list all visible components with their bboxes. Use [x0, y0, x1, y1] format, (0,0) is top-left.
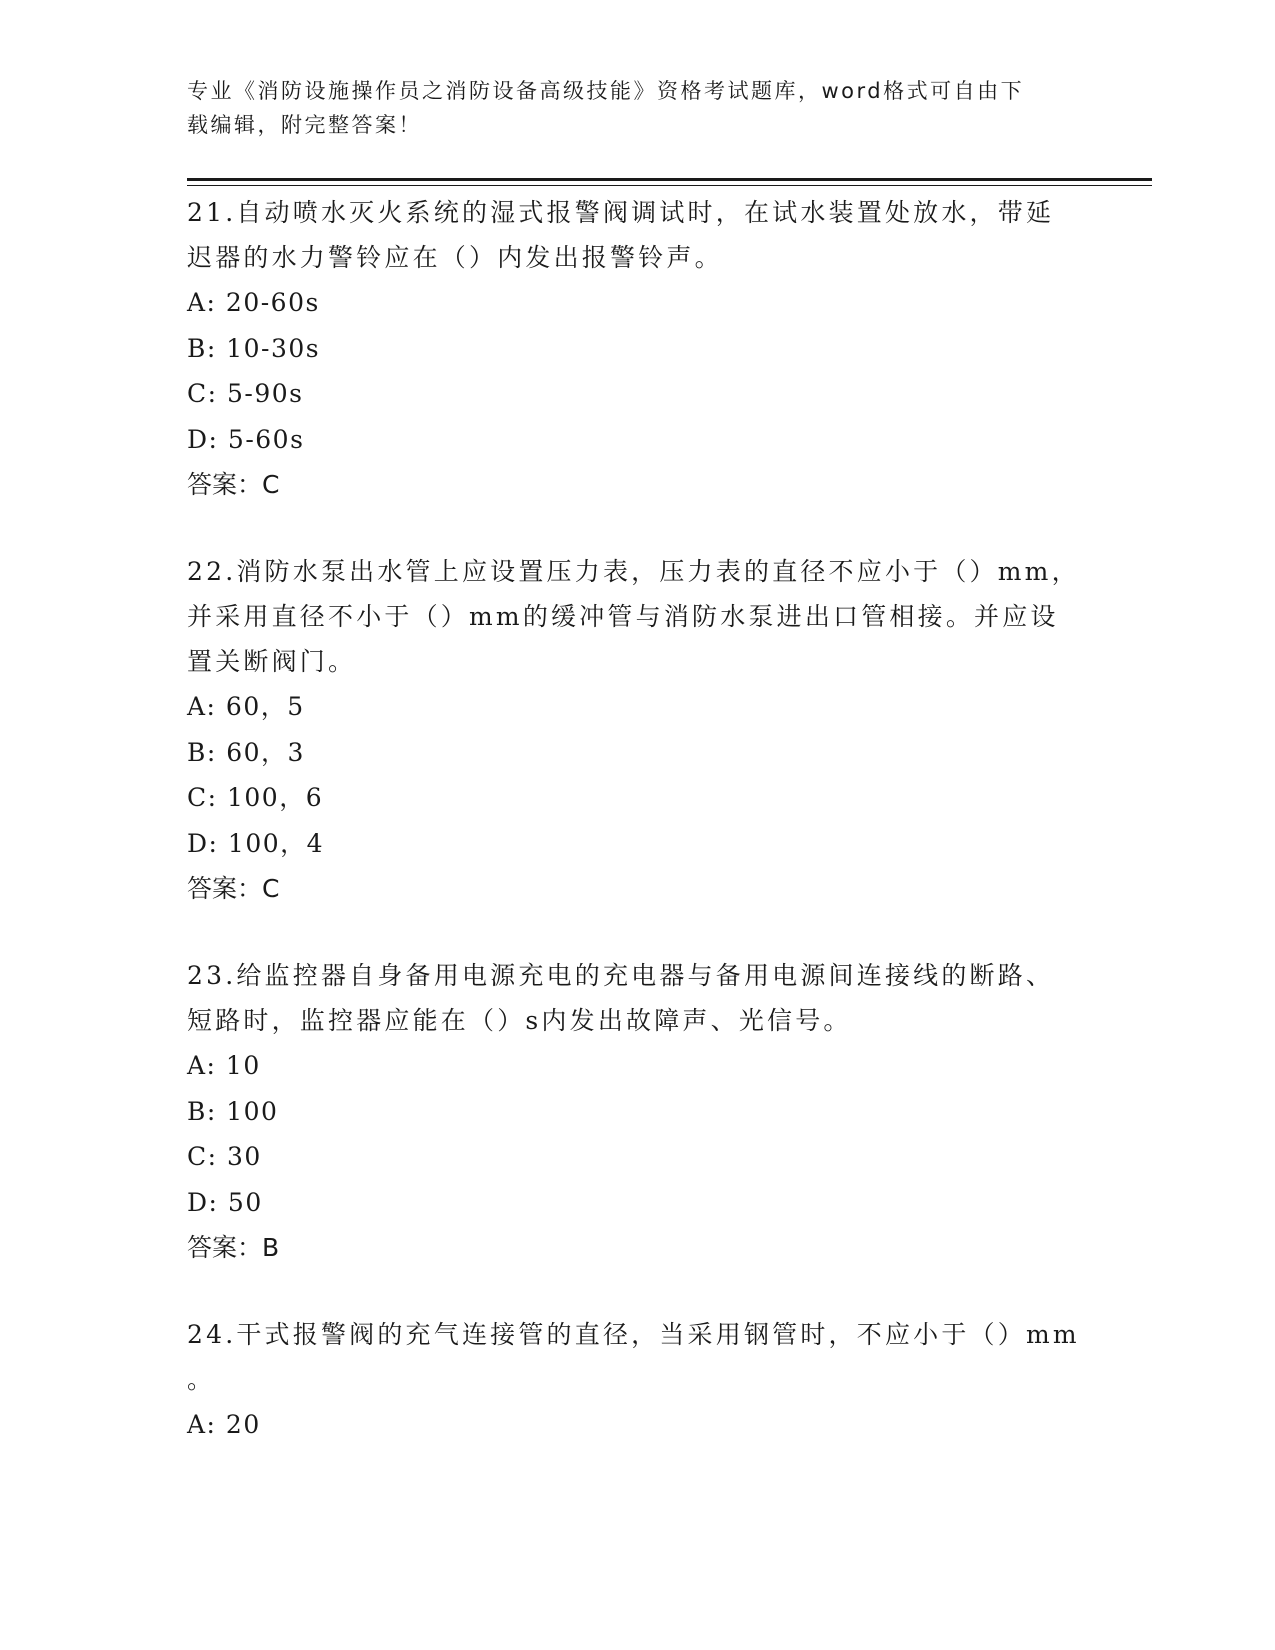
- header-line-2: 载编辑，附完整答案！: [187, 113, 422, 137]
- question-23-text-line-2: 短路时，监控器应能在（）s内发出故障声、光信号。: [187, 1006, 852, 1035]
- header-divider-thin: [187, 185, 1152, 186]
- document-header: [187, 74, 1067, 142]
- question-24-text-line-1: 24.干式报警阀的充气连接管的直径，当采用钢管时，不应小于（）mm: [187, 1320, 1080, 1349]
- question-21-option-c: C: 5-90s: [187, 379, 304, 408]
- question-23-text-line-1: 23.给监控器自身备用电源充电的充电器与备用电源间连接线的断路、: [187, 961, 1055, 990]
- header-divider-thick: [187, 178, 1152, 181]
- question-21-text-line-2: 迟器的水力警铃应在（）内发出报警铃声。: [187, 243, 723, 272]
- question-23-option-c: C: 30: [187, 1142, 262, 1171]
- question-23-option-d: D: 50: [187, 1187, 263, 1217]
- question-21-option-d: D: 5-60s: [187, 424, 305, 454]
- question-22-option-c: C: 100，6: [187, 783, 324, 812]
- question-22-option-b: B: 60，3: [187, 737, 305, 767]
- question-24: [187, 1312, 1087, 1448]
- question-24-option-a: A: 20: [187, 1410, 261, 1439]
- question-23: [187, 953, 1087, 1270]
- question-22-text-line-2: 并采用直径不小于（）mm的缓冲管与消防水泵进出口管相接。并应设: [187, 602, 1059, 631]
- question-21-option-a: A: 20-60s: [187, 288, 320, 317]
- question-23-option-a: A: 10: [187, 1051, 261, 1080]
- question-22: [187, 549, 1087, 911]
- header-line-1: 专业《消防设施操作员之消防设备高级技能》资格考试题库，word格式可自由下: [187, 79, 1025, 103]
- question-21-answer: 答案：C: [187, 470, 280, 499]
- question-21-option-b: B: 10-30s: [187, 333, 321, 363]
- question-21: [187, 190, 1087, 507]
- question-22-option-a: A: 60，5: [187, 692, 305, 721]
- question-22-text-line-1: 22.消防水泵出水管上应设置压力表，压力表的直径不应小于（）mm，: [187, 557, 1080, 586]
- question-23-option-b: B: 100: [187, 1096, 279, 1126]
- question-list: [187, 190, 1087, 1490]
- question-22-text-line-3: 置关断阀门。: [187, 647, 357, 676]
- question-23-answer: 答案：B: [187, 1233, 280, 1262]
- question-24-text-line-2: 。: [187, 1365, 216, 1394]
- question-22-option-d: D: 100，4: [187, 828, 325, 858]
- question-21-text-line-1: 21.自动喷水灭火系统的湿式报警阀调试时，在试水装置处放水，带延: [187, 198, 1055, 227]
- question-22-answer: 答案：C: [187, 874, 280, 903]
